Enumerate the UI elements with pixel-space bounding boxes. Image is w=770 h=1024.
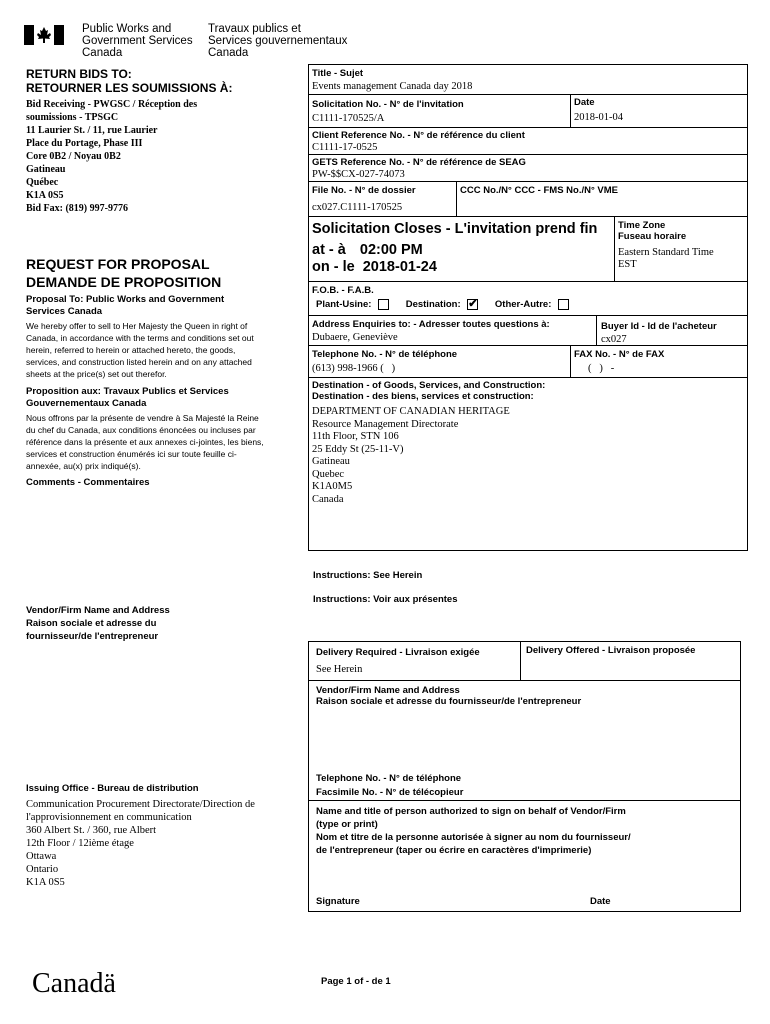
buyer-id-label: Buyer Id - Id de l'acheteur xyxy=(601,321,717,332)
client-reference-value: C1111-17-0525 xyxy=(312,142,378,153)
closing-time-value: 02:00 PM xyxy=(359,242,423,258)
file-number-label: File No. - N° de dossier xyxy=(312,185,416,196)
address-enquiries-value: Dubaere, Geneviève xyxy=(312,332,398,343)
checkmark-icon: ✔ xyxy=(468,298,478,310)
plant-label: Plant-Usine: xyxy=(316,299,372,311)
destination-label: Destination: xyxy=(405,299,461,311)
closing-date-value: 2018-01-24 xyxy=(362,259,437,275)
signature-date-label: Date xyxy=(590,896,611,907)
proposition-heading: Proposition aux: Travaux Publics et Services Gouvernementaux Canada xyxy=(26,386,229,409)
time-zone-value: Eastern Standard Time EST xyxy=(618,247,714,270)
other-checkbox[interactable] xyxy=(558,299,569,310)
date-label: Date xyxy=(574,97,595,108)
fax-label: FAX No. - N° de FAX xyxy=(574,349,665,360)
telephone-value: (613) 998-1966 ( ) xyxy=(312,363,396,374)
fob-options xyxy=(316,299,569,310)
telephone-label: Telephone No. - N° de téléphone xyxy=(312,349,458,360)
solicitation-number-value: C1111-170525/A xyxy=(312,113,385,124)
destination-checkbox[interactable] xyxy=(467,299,478,310)
solicitation-closes-label: Solicitation Closes - L'invitation prend fin xyxy=(312,221,598,237)
gets-reference-label: GETS Reference No. - N° de référence de SEAG xyxy=(312,157,526,168)
destination-goods-address: DEPARTMENT OF CANADIAN HERITAGE Resource Management Directorate 11th Floor, STN 106 25 Eddy St (25-11-V) Gatineau Quebec K1A0M5 Canada xyxy=(312,406,510,505)
delivery-required-value: See Herein xyxy=(316,664,363,675)
return-bids-address: Bid Receiving - PWGSC / Réception des soumissions - TPSGC 11 Laurier St. / 11, rue Laurier Place du Portage, Phase III Core 0B2 / Noyau 0B2 Gatineau Québec K1A 0S5 Bid Fax: (819) 997-9776 xyxy=(26,99,198,214)
plant-checkbox[interactable] xyxy=(378,299,389,310)
fob-label: F.O.B. - F.A.B. xyxy=(312,285,374,296)
buyer-id-value: cx027 xyxy=(601,334,627,345)
delivery-required-label: Delivery Required - Livraison exigée xyxy=(316,647,480,658)
delivery-offered-label: Delivery Offered - Livraison proposée xyxy=(526,645,696,656)
canada-wordmark-logo: Canadä xyxy=(32,968,116,999)
closing-date xyxy=(312,258,437,276)
vendor-right-label: Vendor/Firm Name and Address Raison sociale et adresse du fournisseur/de l'entrepreneur xyxy=(316,685,582,707)
solicitation-number-label: Solicitation No. - N° de l'invitation xyxy=(312,99,464,110)
gets-reference-value: PW-$$CX-027-74073 xyxy=(312,169,405,180)
proposition-text: Nous offrons par la présente de vendre à Sa Majesté la Reine du chef du Canada, aux conditions énoncées ou incluses par référence dans la présente et aux annexes ci-jointes, les biens, services et construction énumérés ici sur toute feuille ci-annexée, au(x) prix indiqué(s). xyxy=(26,413,264,471)
return-bids-heading: RETURN BIDS TO: RETOURNER LES SOUMISSIONS À: xyxy=(26,67,233,95)
rfp-title: REQUEST FOR PROPOSAL DEMANDE DE PROPOSITION xyxy=(26,256,222,290)
canada-flag-logo xyxy=(24,25,64,45)
department-name-fr: Travaux publics et Services gouvernementaux Canada xyxy=(208,23,348,59)
vendor-contact-labels: Telephone No. - N° de téléphone Facsimile No. - N° de télécopieur xyxy=(316,773,464,798)
title-label: Title - Sujet xyxy=(312,68,364,79)
title-value: Events management Canada day 2018 xyxy=(312,81,473,92)
instructions-fr: Instructions: Voir aux présentes xyxy=(313,594,458,605)
page-number: Page 1 of - de 1 xyxy=(321,976,391,987)
closing-time xyxy=(312,241,423,259)
address-enquiries-label: Address Enquiries to: - Adresser toutes questions à: xyxy=(312,319,550,330)
authorized-signer-label: Name and title of person authorized to sign on behalf of Vendor/Firm (type or print) Nom et titre de la personne autorisée à signer au nom du fournisseur/ de l'entrepreneur (taper ou écrire en caractères d'imprimerie) xyxy=(316,806,631,856)
signature-label: Signature xyxy=(316,896,360,907)
proposal-to-heading: Proposal To: Public Works and Government Services Canada xyxy=(26,294,225,317)
file-number-value: cx027.C1111-170525 xyxy=(312,202,403,213)
issuing-office-address: Communication Procurement Directorate/Direction de l'approvisionnement en communication 360 Albert St. / 360, rue Albert 12th Floor / 12ième étage Ottawa Ontario K1A 0S5 xyxy=(26,799,255,888)
issuing-office-label: Issuing Office - Bureau de distribution xyxy=(26,783,199,794)
department-name-en: Public Works and Government Services Canada xyxy=(82,23,193,59)
proposal-to-text: We hereby offer to sell to Her Majesty the Queen in right of Canada, in accordance with the terms and conditions set out herein, referred to herein or attached hereto, the goods, services, and construction listed herein and on any attached sheets at the price(s) set out therefor. xyxy=(26,321,254,379)
other-label: Other-Autre: xyxy=(494,299,552,311)
comments-label: Comments - Commentaires xyxy=(26,477,150,488)
at-label: at - à xyxy=(312,242,346,258)
client-reference-label: Client Reference No. - N° de référence du client xyxy=(312,130,525,141)
fax-value: ( ) - xyxy=(588,363,615,374)
ccc-number-label: CCC No./N° CCC - FMS No./N° VME xyxy=(460,185,619,196)
date-value: 2018-01-04 xyxy=(574,112,623,123)
destination-goods-label: Destination - of Goods, Services, and Construction: Destination - des biens, services et construction: xyxy=(312,380,546,402)
on-label: on - le xyxy=(312,259,355,275)
instructions-en: Instructions: See Herein xyxy=(313,570,423,581)
time-zone-label: Time Zone Fuseau horaire xyxy=(618,220,687,242)
vendor-left-label: Vendor/Firm Name and Address Raison sociale et adresse du fournisseur/de l'entrepreneur xyxy=(26,605,170,642)
